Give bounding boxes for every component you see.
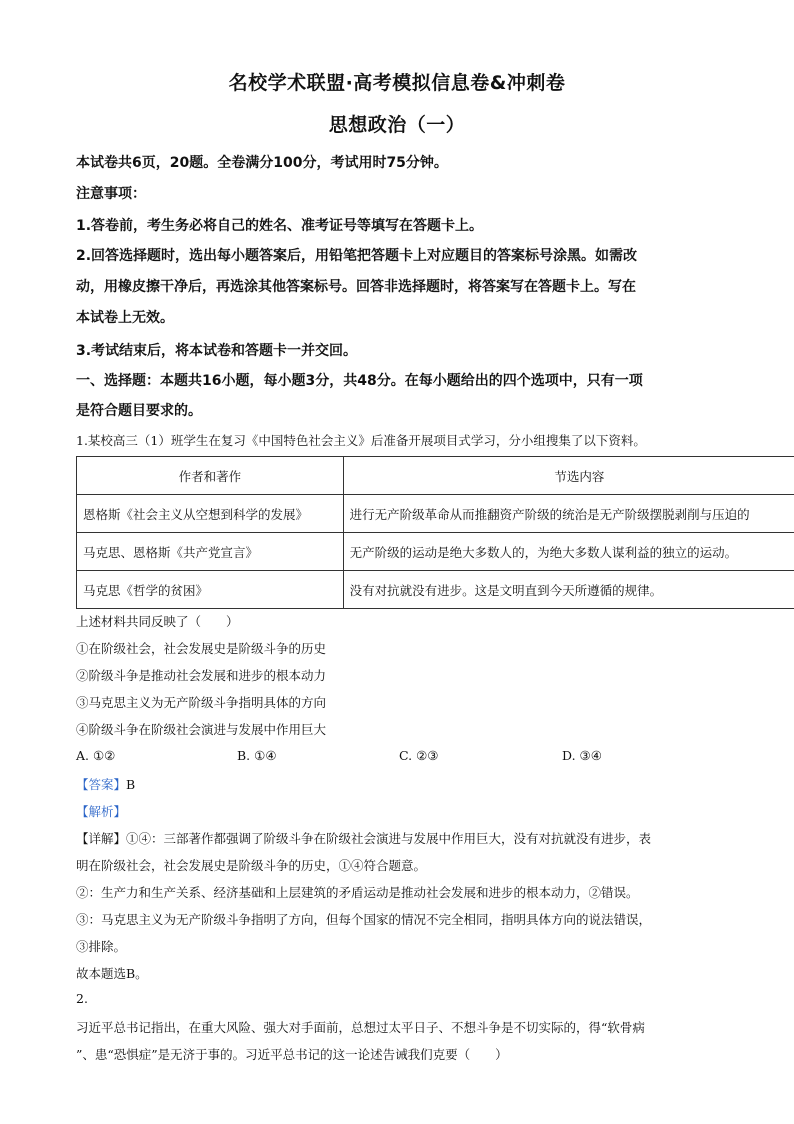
question-1-stem: 1.某校高三（1）班学生在复习《中国特色社会主义》后准备开展项目式学习，分小组搜集了以下资料。 [76, 433, 646, 448]
table-header-cell: 作者和著作 [77, 457, 344, 495]
table-cell: 恩格斯《社会主义从空想到科学的发展》 [77, 495, 344, 533]
option-b: B. ①④ [237, 748, 277, 763]
table-cell: 没有对抗就没有进步。这是文明直到今天所遵循的规律。 [343, 571, 794, 609]
detail-line-a [76, 829, 651, 847]
detail-line-c: ②：生产力和生产关系、经济基础和上层建筑的矛盾运动是推动社会发展和进步的根本动力，②错误。 [76, 885, 639, 900]
statement-2: ②阶级斗争是推动社会发展和进步的根本动力 [76, 668, 327, 683]
detail-text: ①④：三部著作都强调了阶级斗争在阶级社会演进与发展中作用巨大，没有对抗就没有进步，表 [126, 831, 652, 846]
question-2-number: 2. [76, 991, 88, 1006]
table-row [77, 571, 794, 609]
notice-heading: 注意事项： [76, 186, 146, 202]
detail-line-d: ③：马克思主义为无产阶级斗争指明了方向，但每个国家的情况不完全相同，指明具体方向的说法错误， [76, 912, 652, 927]
answer-value: B [126, 777, 136, 792]
statement-4: ④阶级斗争在阶级社会演进与发展中作用巨大 [76, 722, 327, 737]
table-cell: 马克思、恩格斯《共产党宣言》 [77, 533, 344, 571]
statement-1: ①在阶级社会，社会发展史是阶级斗争的历史 [76, 641, 327, 656]
question-2-stem-b: ”、患“恐惧症”是无济于事的。习近平总书记的这一论述告诫我们克要（ ） [76, 1047, 508, 1062]
option-a: A. ①② [76, 748, 116, 763]
question-2-stem-a: 习近平总书记指出，在重大风险、强大对手面前，总想过太平日子、不想斗争是不切实际的，得“软骨病 [76, 1020, 645, 1035]
intro-line: 本试卷共6页，20题。全卷满分100分，考试用时75分钟。 [76, 155, 448, 171]
table-row [77, 495, 794, 533]
notice-item-1: 1.答卷前，考生务必将自己的姓名、准考证号等填写在答题卡上。 [76, 218, 484, 234]
detail-line-e: ③排除。 [76, 939, 127, 954]
table-cell: 无产阶级的运动是绝大多数人的，为绝大多数人谋利益的独立的运动。 [343, 533, 794, 571]
table-row [77, 533, 794, 571]
option-c: C. ②③ [399, 748, 439, 763]
analysis-label: 【解析】 [76, 804, 127, 819]
exam-subject: 思想政治（一） [328, 114, 466, 136]
statement-3: ③马克思主义为无产阶级斗争指明具体的方向 [76, 695, 327, 710]
question-1-prompt: 上述材料共同反映了（ ） [76, 614, 239, 629]
table-cell: 进行无产阶级革命从而推翻资产阶级的统治是无产阶级摆脱剥削与压迫的 [343, 495, 794, 533]
section-heading-a: 一、选择题：本题共16小题，每小题3分，共48分。在每小题给出的四个选项中，只有一项 [76, 373, 643, 389]
detail-line-b: 明在阶级社会，社会发展史是阶级斗争的历史，①④符合题意。 [76, 858, 427, 873]
answer-label: 【答案】 [76, 777, 127, 792]
table-header-cell: 节选内容 [343, 457, 794, 495]
exam-title: 名校学术联盟·高考模拟信息卷&冲刺卷 [228, 72, 566, 94]
answer-line [76, 775, 135, 793]
notice-item-2a: 2.回答选择题时，选出每小题答案后，用铅笔把答题卡上对应题目的答案标号涂黑。如需改 [76, 248, 638, 264]
option-d: D. ③④ [562, 748, 602, 763]
notice-item-2b: 动，用橡皮擦干净后，再选涂其他答案标号。回答非选择题时，将答案写在答题卡上。写在 [76, 279, 636, 295]
table-cell: 马克思《哲学的贫困》 [77, 571, 344, 609]
detail-label: 【详解】 [76, 831, 127, 846]
section-heading-b: 是符合题目要求的。 [76, 403, 202, 419]
conclusion-line: 故本题选B。 [76, 966, 148, 981]
notice-item-3: 3.考试结束后，将本试卷和答题卡一并交回。 [76, 343, 358, 359]
source-table [76, 456, 794, 609]
notice-item-2c: 本试卷上无效。 [76, 310, 174, 326]
table-header-row [77, 457, 794, 495]
